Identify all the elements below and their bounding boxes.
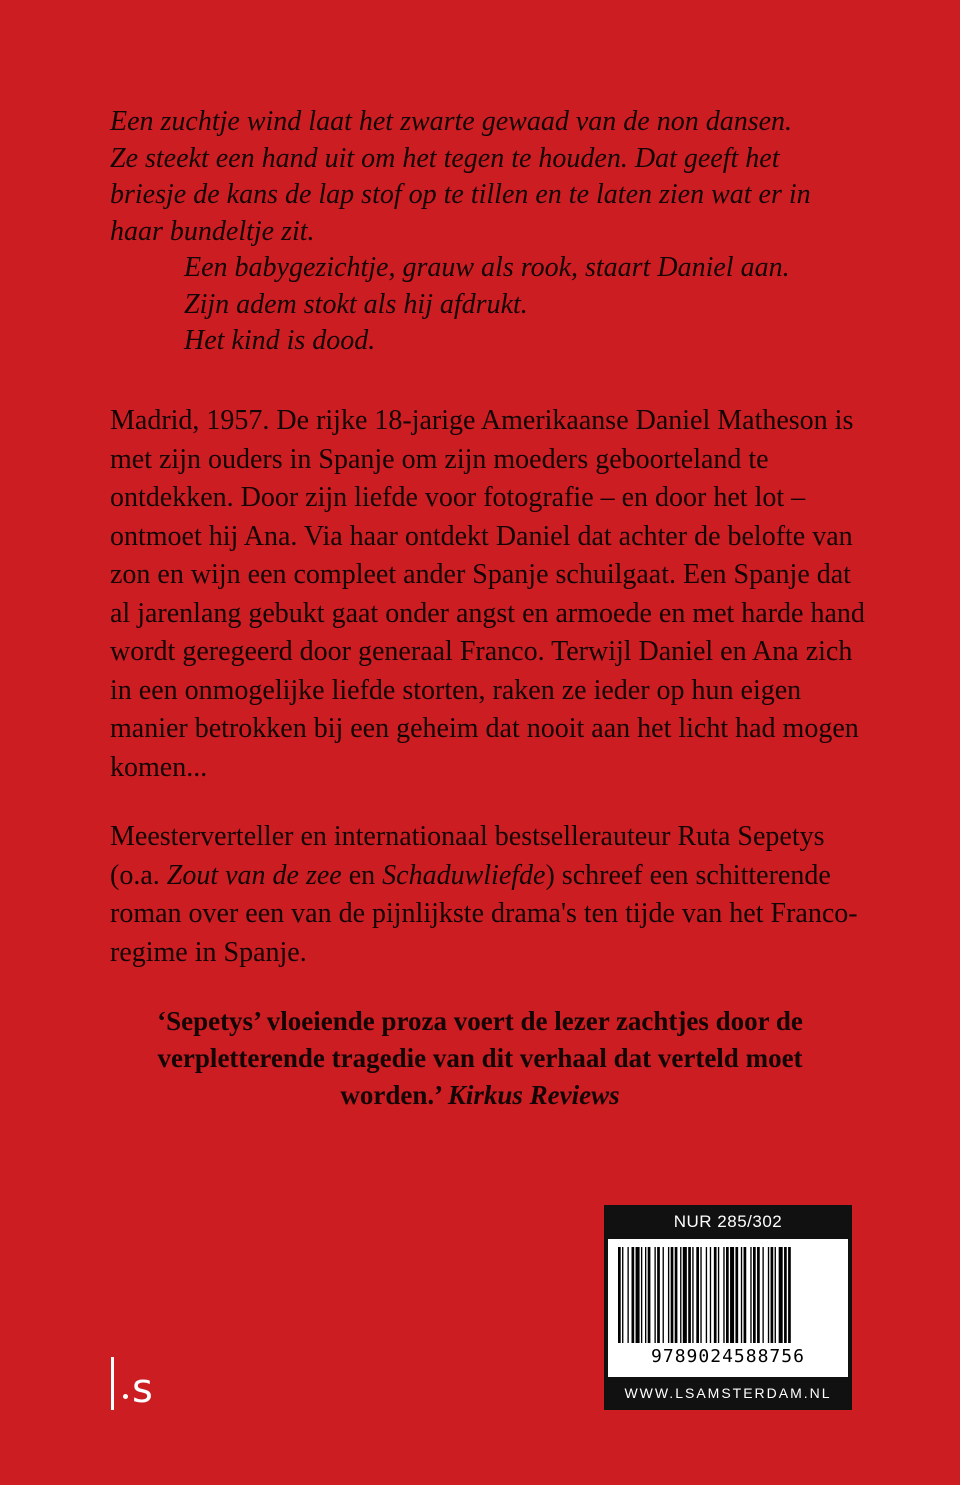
barcode-bar <box>663 1247 664 1343</box>
barcode-bar <box>710 1247 711 1343</box>
website-url: WWW.LSAMSTERDAM.NL <box>624 1385 832 1401</box>
nur-code: NUR 285/302 <box>673 1212 783 1231</box>
barcode-bar <box>627 1247 628 1343</box>
author-text: ) schreef een schitterende roman over een van de pijnlijkste drama's ten tijde van het Franco-regime in Spanje. <box>110 859 858 968</box>
isbn-number: 9789024588756 <box>651 1346 805 1367</box>
quote-text: ‘Sepetys’ vloeiende proza voert de lezer zachtjes door de verpletterende tragedie van dit verhaal dat verteld moet worden.’ <box>157 1006 803 1110</box>
barcode-bar <box>757 1247 760 1343</box>
author-text: en <box>341 859 383 891</box>
barcode-bar <box>779 1247 783 1343</box>
excerpt-line: Ze steekt een hand uit om het tegen te houden. Dat geeft het <box>110 142 780 174</box>
review-quote <box>130 1003 830 1114</box>
barcode-bar <box>692 1247 693 1343</box>
barcode-panel <box>604 1205 852 1410</box>
barcode-bar <box>671 1247 674 1343</box>
barcode-bar <box>636 1247 640 1343</box>
barcode-bar <box>714 1247 717 1343</box>
excerpt-line: Zijn adem stokt als hij afdrukt. <box>184 288 528 320</box>
logo-letter: s <box>132 1366 153 1412</box>
barcode-bar <box>784 1247 787 1343</box>
logo-dot <box>123 1394 128 1399</box>
publisher-logo <box>111 1357 171 1417</box>
author-text: Meesterverteller en internationaal bestsellerauteur Ruta Sepetys (o.a. <box>110 821 825 891</box>
barcode-bar <box>775 1247 776 1343</box>
barcode-bar <box>700 1247 701 1343</box>
barcode-bar <box>641 1247 642 1343</box>
barcode-bar <box>654 1247 655 1343</box>
barcode-bar <box>657 1247 660 1343</box>
quote-source: Kirkus Reviews <box>447 1080 620 1110</box>
barcode-bar <box>753 1247 756 1343</box>
barcode-bar <box>768 1247 769 1343</box>
barcode-bar <box>771 1247 774 1343</box>
barcode-bar <box>688 1247 691 1343</box>
barcode-bar <box>735 1247 738 1343</box>
barcode-bar <box>632 1247 635 1343</box>
excerpt-line: briesje de kans de lap stof op te tillen en te laten zien wat er in <box>110 179 811 210</box>
barcode-bar <box>762 1247 763 1343</box>
barcode-bars <box>616 1247 840 1345</box>
book-title: Zout van de zee <box>166 859 342 891</box>
barcode-area <box>608 1239 848 1377</box>
blurb-paragraph: Madrid, 1957. De rijke 18-jarige Amerikaanse Daniel Matheson is met zijn ouders in Spanje om zijn moeders geboorteland te ontdekken. Door zijn liefde voor fotografie – en door het lot – ontmoet hij Ana. Via haar ontdekt Daniel dat achter de belofte van zon en wijn een compleet ander Spanje schuilgaat. Een Spanje dat al jarenlang gebukt gaat onder angst en armoede en met harde hand wordt geregeerd door generaal Franco. Terwijl Daniel en Ana zich in een onmogelijke liefde storten, raken ze ieder op hun eigen manier betrokken bij een geheim dat nooit aan het licht had mogen komen... <box>110 405 865 783</box>
barcode-bar <box>730 1247 734 1343</box>
barcode-bar <box>645 1247 646 1343</box>
barcode-bar <box>750 1247 751 1343</box>
barcode-bar <box>618 1247 621 1343</box>
excerpt <box>110 104 850 360</box>
barcode-bar <box>680 1247 681 1343</box>
barcode-bar <box>788 1247 791 1343</box>
author-paragraph <box>110 818 870 972</box>
barcode-bar <box>744 1247 747 1343</box>
excerpt-line: Een babygezichtje, grauw als rook, staart Daniel aan. <box>184 252 790 283</box>
logo-bar <box>111 1357 114 1410</box>
barcode-bar <box>648 1247 651 1343</box>
barcode-bar <box>683 1247 687 1343</box>
barcode-bar <box>726 1247 729 1343</box>
barcode-bar <box>668 1247 669 1343</box>
barcode-bar <box>718 1247 719 1343</box>
barcode-bar <box>723 1247 724 1343</box>
barcode-bar <box>696 1247 699 1343</box>
barcode-bar <box>741 1247 742 1343</box>
book-title: Schaduwliefde <box>382 859 546 891</box>
barcode-bar <box>675 1247 678 1343</box>
excerpt-line: Een zuchtje wind laat het zwarte gewaad van de non dansen. <box>110 106 793 137</box>
excerpt-line: haar bundeltje zit. <box>110 215 315 247</box>
excerpt-line: Het kind is dood. <box>184 325 376 356</box>
barcode-bar <box>622 1247 623 1343</box>
barcode-bar <box>706 1247 707 1343</box>
